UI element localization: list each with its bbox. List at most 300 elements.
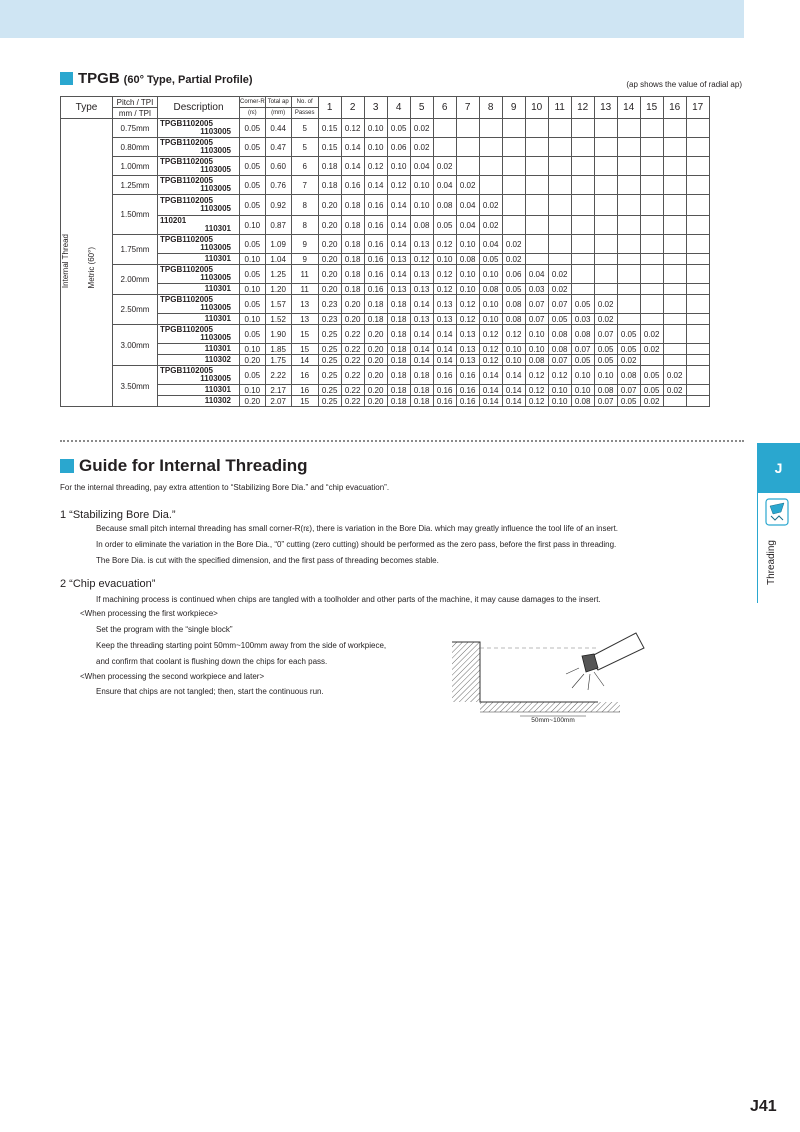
pass-value-cell: 0.12 (525, 396, 548, 407)
pass-value-cell: 0.10 (456, 235, 479, 254)
pitch-header-top: Pitch / TPI (113, 97, 158, 108)
table-row (61, 366, 710, 385)
pass-value-cell: 0.12 (433, 265, 456, 284)
pass-value-cell (640, 176, 663, 195)
pass-value-cell: 0.18 (364, 314, 387, 325)
type-header: Type (61, 97, 113, 119)
pass-value-cell: 0.08 (594, 385, 617, 396)
pass-value-cell (502, 138, 525, 157)
item2-line-6: Ensure that chips are not tangled; then, start the continuous run. (96, 687, 324, 696)
pass-value-cell: 0.05 (387, 119, 410, 138)
pass-value-cell: 0.08 (571, 325, 594, 344)
total-ap-cell: 2.22 (265, 366, 291, 385)
pass-value-cell (640, 138, 663, 157)
pass-value-cell (663, 265, 686, 284)
pass-value-cell: 0.02 (640, 325, 663, 344)
pass-header-14: 14 (617, 97, 640, 119)
passes-header-top: No. of (291, 97, 318, 108)
pass-value-cell (640, 355, 663, 366)
passes-cell: 15 (291, 344, 318, 355)
pass-value-cell (617, 284, 640, 295)
header-band (0, 0, 744, 38)
passes-cell: 9 (291, 254, 318, 265)
pass-value-cell: 0.08 (502, 314, 525, 325)
pass-value-cell: 0.16 (364, 254, 387, 265)
corner-r-cell: 0.05 (240, 195, 266, 216)
corner-r-cell: 0.05 (240, 138, 266, 157)
pass-value-cell (525, 176, 548, 195)
pass-value-cell (663, 216, 686, 235)
pass-value-cell (686, 138, 709, 157)
pass-value-cell (663, 355, 686, 366)
table-row (61, 265, 710, 284)
pass-value-cell: 0.03 (571, 314, 594, 325)
corner-r-cell: 0.05 (240, 265, 266, 284)
pass-value-cell (640, 119, 663, 138)
pass-value-cell: 0.16 (364, 284, 387, 295)
pass-value-cell: 0.22 (341, 344, 364, 355)
total-ap-cell: 0.92 (265, 195, 291, 216)
pass-value-cell: 0.03 (525, 284, 548, 295)
pass-value-cell: 0.20 (364, 355, 387, 366)
pass-value-cell: 0.12 (479, 344, 502, 355)
pass-header-5: 5 (410, 97, 433, 119)
pitch-cell: 1.25mm (113, 176, 158, 195)
corner-r-cell: 0.10 (240, 344, 266, 355)
pass-value-cell: 0.18 (341, 265, 364, 284)
pass-value-cell: 0.14 (479, 385, 502, 396)
description-cell (158, 138, 240, 157)
pass-value-cell: 0.02 (663, 366, 686, 385)
pass-header-7: 7 (456, 97, 479, 119)
corner-r-cell: 0.05 (240, 295, 266, 314)
pass-value-cell: 0.18 (387, 344, 410, 355)
pass-value-cell: 0.10 (571, 366, 594, 385)
pass-value-cell: 0.20 (364, 325, 387, 344)
pass-value-cell (686, 314, 709, 325)
pass-value-cell (571, 119, 594, 138)
table-row (61, 385, 710, 396)
pass-value-cell (525, 216, 548, 235)
corner-r-cell: 0.10 (240, 314, 266, 325)
pass-value-cell: 0.05 (640, 385, 663, 396)
pass-value-cell (617, 265, 640, 284)
pass-header-2: 2 (341, 97, 364, 119)
threading-tool-icon (765, 498, 789, 526)
page-number: J41 (750, 1098, 777, 1115)
pass-value-cell: 0.20 (341, 295, 364, 314)
pass-value-cell (686, 176, 709, 195)
pass-value-cell (502, 195, 525, 216)
pass-value-cell (594, 176, 617, 195)
description-cell (158, 235, 240, 254)
pass-value-cell (663, 176, 686, 195)
pass-value-cell: 0.18 (387, 325, 410, 344)
table-row (61, 314, 710, 325)
pass-value-cell: 0.14 (433, 325, 456, 344)
pass-value-cell (686, 385, 709, 396)
pass-value-cell: 0.18 (387, 355, 410, 366)
pass-value-cell: 0.04 (410, 157, 433, 176)
description-cell: 110301 (158, 254, 240, 265)
pass-value-cell: 0.02 (640, 396, 663, 407)
pass-value-cell (594, 265, 617, 284)
pass-value-cell (571, 138, 594, 157)
pass-value-cell: 0.04 (456, 216, 479, 235)
pass-value-cell: 0.18 (387, 314, 410, 325)
pass-value-cell (686, 355, 709, 366)
description-line-1: TPGB1102005 (160, 119, 213, 128)
pass-value-cell: 0.05 (617, 396, 640, 407)
pass-header-17: 17 (686, 97, 709, 119)
pass-value-cell (617, 314, 640, 325)
pass-value-cell: 0.14 (387, 216, 410, 235)
pass-value-cell: 0.14 (410, 355, 433, 366)
pass-header-9: 9 (502, 97, 525, 119)
pass-value-cell: 0.22 (341, 366, 364, 385)
pass-value-cell (663, 138, 686, 157)
table-row (61, 138, 710, 157)
corner-r-cell: 0.05 (240, 366, 266, 385)
pass-value-cell: 0.12 (525, 385, 548, 396)
pass-value-cell: 0.08 (479, 284, 502, 295)
pass-value-cell: 0.13 (456, 325, 479, 344)
pass-value-cell: 0.18 (387, 366, 410, 385)
total-ap-cell: 1.90 (265, 325, 291, 344)
pass-value-cell: 0.02 (594, 314, 617, 325)
pass-value-cell: 0.05 (433, 216, 456, 235)
description-line-2: 1103005 (200, 333, 231, 342)
pass-value-cell: 0.22 (341, 355, 364, 366)
pass-value-cell (663, 119, 686, 138)
pitch-cell: 1.75mm (113, 235, 158, 265)
pass-value-cell (640, 265, 663, 284)
corner-r-cell: 0.05 (240, 157, 266, 176)
passes-cell: 13 (291, 295, 318, 314)
pass-value-cell (640, 235, 663, 254)
pass-value-cell: 0.16 (456, 366, 479, 385)
pass-value-cell: 0.04 (456, 195, 479, 216)
pass-value-cell (548, 216, 571, 235)
pass-value-cell: 0.02 (640, 344, 663, 355)
pass-value-cell: 0.13 (410, 235, 433, 254)
pass-value-cell: 0.02 (594, 295, 617, 314)
pass-header-15: 15 (640, 97, 663, 119)
pass-value-cell (479, 176, 502, 195)
pass-value-cell: 0.10 (479, 265, 502, 284)
pass-value-cell (433, 119, 456, 138)
table-row (61, 325, 710, 344)
pass-value-cell: 0.08 (617, 366, 640, 385)
total-ap-cell: 0.47 (265, 138, 291, 157)
pass-value-cell: 0.08 (433, 195, 456, 216)
pass-value-cell (594, 235, 617, 254)
pass-header-3: 3 (364, 97, 387, 119)
pass-value-cell: 0.20 (318, 235, 341, 254)
pass-value-cell: 0.05 (640, 366, 663, 385)
pass-value-cell: 0.14 (387, 235, 410, 254)
corner-r-cell: 0.20 (240, 396, 266, 407)
pass-value-cell: 0.06 (502, 265, 525, 284)
pass-value-cell (686, 396, 709, 407)
pass-value-cell: 0.10 (364, 119, 387, 138)
pass-value-cell (456, 138, 479, 157)
toolholder-shape (566, 633, 644, 690)
description-header: Description (158, 97, 240, 119)
pass-value-cell (548, 195, 571, 216)
table-row (61, 216, 710, 235)
description-cell (158, 157, 240, 176)
pass-value-cell: 0.12 (387, 176, 410, 195)
total-ap-cell: 1.57 (265, 295, 291, 314)
total-ap-cell: 2.07 (265, 396, 291, 407)
pass-value-cell (571, 284, 594, 295)
pass-value-cell (663, 325, 686, 344)
pass-value-cell: 0.04 (525, 265, 548, 284)
type-internal-thread-label: Internal Thread (61, 234, 70, 289)
pass-value-cell: 0.10 (456, 265, 479, 284)
item2-title: 2 “Chip evacuation” (60, 578, 156, 590)
description-cell (158, 216, 240, 235)
pass-value-cell: 0.20 (318, 195, 341, 216)
pass-value-cell: 0.02 (410, 119, 433, 138)
table-row (61, 295, 710, 314)
table-note: (ap shows the value of radial ap) (626, 80, 742, 89)
pass-value-cell: 0.16 (364, 195, 387, 216)
total-ap-header: Total ap (265, 97, 291, 108)
pass-value-cell (686, 344, 709, 355)
pass-value-cell: 0.13 (387, 254, 410, 265)
pass-header-12: 12 (571, 97, 594, 119)
pass-value-cell: 0.18 (387, 396, 410, 407)
pass-value-cell: 0.02 (548, 284, 571, 295)
item2-line-2: Set the program with the “single block” (96, 625, 233, 634)
pass-value-cell (617, 138, 640, 157)
description-cell: 110301 (158, 314, 240, 325)
pass-value-cell (525, 157, 548, 176)
pitch-cell: 3.50mm (113, 366, 158, 407)
pass-value-cell: 0.14 (364, 176, 387, 195)
total-ap-cell: 0.44 (265, 119, 291, 138)
pass-value-cell: 0.16 (433, 396, 456, 407)
pass-value-cell (571, 265, 594, 284)
pass-value-cell: 0.18 (341, 254, 364, 265)
pass-value-cell: 0.20 (364, 396, 387, 407)
pass-value-cell (479, 157, 502, 176)
pass-value-cell: 0.14 (433, 355, 456, 366)
pitch-cell: 1.00mm (113, 157, 158, 176)
pass-value-cell: 0.10 (433, 254, 456, 265)
pass-value-cell (686, 157, 709, 176)
description-cell (158, 265, 240, 284)
pass-value-cell (571, 195, 594, 216)
pass-value-cell (686, 265, 709, 284)
threading-table-wrap (60, 96, 710, 407)
table-row (61, 355, 710, 366)
pass-value-cell (663, 396, 686, 407)
pass-value-cell: 0.20 (364, 366, 387, 385)
pass-value-cell (433, 138, 456, 157)
pass-value-cell: 0.10 (571, 385, 594, 396)
section-marker-icon (60, 72, 73, 85)
pass-value-cell: 0.25 (318, 396, 341, 407)
pass-value-cell: 0.20 (318, 254, 341, 265)
table-row (61, 344, 710, 355)
pass-value-cell: 0.02 (433, 157, 456, 176)
pass-value-cell: 0.07 (548, 355, 571, 366)
pass-value-cell: 0.12 (433, 284, 456, 295)
pass-value-cell (663, 157, 686, 176)
pass-value-cell (479, 119, 502, 138)
pass-value-cell: 0.10 (502, 344, 525, 355)
pitch-cell: 0.75mm (113, 119, 158, 138)
corner-r-header: Corner-R (240, 97, 266, 108)
description-line-1: TPGB1102005 (160, 325, 213, 334)
item1-paragraph-2: In order to eliminate the variation in the Bore Dia., “0” cutting (zero cutting) should be performed as the zero pass, before the first pass in threading. (96, 540, 617, 549)
passes-cell: 7 (291, 176, 318, 195)
pass-value-cell (594, 254, 617, 265)
table-row (61, 284, 710, 295)
pass-value-cell: 0.18 (341, 235, 364, 254)
description-line-2: 1103005 (200, 165, 231, 174)
pass-header-10: 10 (525, 97, 548, 119)
threading-table-body (61, 119, 710, 407)
pass-value-cell (686, 119, 709, 138)
passes-cell: 11 (291, 284, 318, 295)
pass-value-cell (640, 216, 663, 235)
pass-value-cell (525, 119, 548, 138)
pass-value-cell: 0.12 (525, 366, 548, 385)
total-ap-cell: 1.85 (265, 344, 291, 355)
pass-value-cell (663, 284, 686, 295)
total-ap-cell: 0.76 (265, 176, 291, 195)
pass-value-cell (525, 138, 548, 157)
description-cell (158, 176, 240, 195)
pass-value-cell: 0.02 (617, 355, 640, 366)
description-line-2: 1103005 (200, 273, 231, 282)
corner-r-cell: 0.05 (240, 235, 266, 254)
pass-value-cell: 0.02 (502, 235, 525, 254)
pass-value-cell: 0.07 (548, 295, 571, 314)
pass-value-cell: 0.13 (410, 314, 433, 325)
description-line-2: 110301 (204, 224, 231, 233)
total-ap-cell: 1.09 (265, 235, 291, 254)
pitch-cell: 2.50mm (113, 295, 158, 325)
pass-value-cell (663, 254, 686, 265)
pass-value-cell (617, 157, 640, 176)
description-line-1: TPGB1102005 (160, 196, 213, 205)
pass-value-cell: 0.14 (341, 138, 364, 157)
pass-value-cell (594, 284, 617, 295)
description-line-1: TPGB1102005 (160, 295, 213, 304)
pass-value-cell (663, 195, 686, 216)
pass-value-cell: 0.10 (525, 344, 548, 355)
pass-value-cell: 0.18 (318, 176, 341, 195)
pass-value-cell: 0.10 (525, 325, 548, 344)
description-cell: 110302 (158, 355, 240, 366)
pass-value-cell (617, 216, 640, 235)
description-line-2: 1103005 (200, 204, 231, 213)
pass-value-cell (571, 216, 594, 235)
pass-value-cell: 0.05 (479, 254, 502, 265)
table-row (61, 157, 710, 176)
dimension-label: 50mm~100mm (531, 717, 575, 724)
passes-cell: 5 (291, 138, 318, 157)
pass-value-cell: 0.12 (479, 325, 502, 344)
pass-value-cell (640, 314, 663, 325)
pass-value-cell: 0.25 (318, 344, 341, 355)
section-title-text: TPGB (78, 70, 120, 87)
pass-value-cell (640, 157, 663, 176)
pass-value-cell: 0.18 (410, 366, 433, 385)
section-subtitle: (60° Type, Partial Profile) (123, 74, 253, 86)
pass-value-cell: 0.13 (410, 265, 433, 284)
pass-value-cell (686, 195, 709, 216)
pass-value-cell: 0.05 (617, 325, 640, 344)
pass-value-cell: 0.12 (364, 157, 387, 176)
pass-value-cell (548, 119, 571, 138)
pass-value-cell: 0.14 (341, 157, 364, 176)
pass-header-16: 16 (663, 97, 686, 119)
pass-value-cell: 0.18 (387, 385, 410, 396)
section-divider (60, 440, 744, 442)
pass-value-cell (686, 325, 709, 344)
total-ap-cell: 1.25 (265, 265, 291, 284)
description-line-1: 110201 (160, 216, 187, 225)
pass-value-cell: 0.07 (594, 396, 617, 407)
item2-line-1: <When processing the first workpiece> (80, 609, 218, 618)
pass-value-cell (617, 195, 640, 216)
side-label-threading: Threading (766, 540, 777, 586)
corner-r-cell: 0.05 (240, 176, 266, 195)
pass-value-cell: 0.18 (341, 284, 364, 295)
pass-value-cell (594, 195, 617, 216)
pass-value-cell (571, 176, 594, 195)
pass-value-cell: 0.25 (318, 385, 341, 396)
type-metric-label: Metric (60°) (86, 247, 96, 289)
description-line-1: TPGB1102005 (160, 366, 213, 375)
pass-value-cell (502, 216, 525, 235)
pass-value-cell: 0.13 (456, 355, 479, 366)
pass-value-cell (525, 254, 548, 265)
passes-cell: 5 (291, 119, 318, 138)
description-line-1: TPGB1102005 (160, 265, 213, 274)
passes-cell: 9 (291, 235, 318, 254)
item2-paragraph-1: If machining process is continued when chips are tangled with a toolholder and other parts of the machine, it may cause damages to the insert. (96, 595, 601, 604)
pass-value-cell: 0.22 (341, 396, 364, 407)
pass-value-cell (640, 295, 663, 314)
pass-value-cell: 0.05 (617, 344, 640, 355)
pass-value-cell: 0.04 (433, 176, 456, 195)
pass-value-cell: 0.10 (479, 295, 502, 314)
pass-header-6: 6 (433, 97, 456, 119)
pitch-cell: 0.80mm (113, 138, 158, 157)
pass-value-cell: 0.20 (341, 314, 364, 325)
total-ap-cell: 1.04 (265, 254, 291, 265)
pass-value-cell: 0.16 (364, 265, 387, 284)
section-tab-j[interactable] (757, 443, 800, 493)
pass-value-cell: 0.05 (594, 355, 617, 366)
pass-value-cell: 0.07 (594, 325, 617, 344)
passes-header-bottom: Passes (291, 108, 318, 119)
pass-header-13: 13 (594, 97, 617, 119)
pass-value-cell (571, 235, 594, 254)
corner-r-cell: 0.20 (240, 355, 266, 366)
pass-value-cell: 0.10 (594, 366, 617, 385)
pass-value-cell (571, 254, 594, 265)
pass-value-cell (594, 157, 617, 176)
pass-value-cell: 0.14 (502, 385, 525, 396)
